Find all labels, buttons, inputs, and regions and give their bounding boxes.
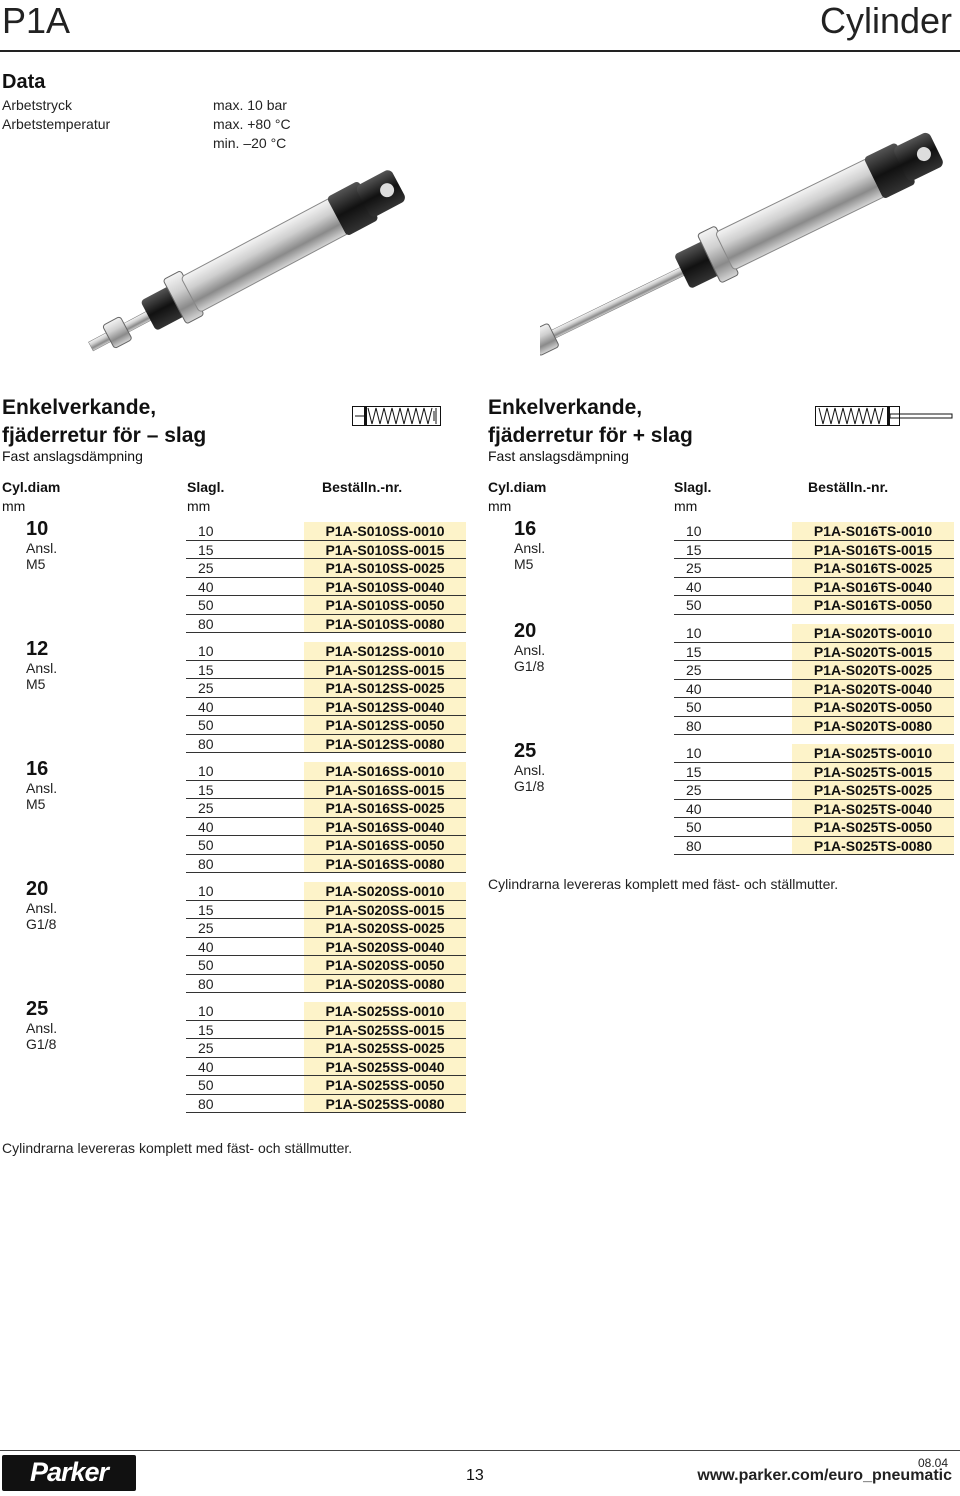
stroke-order-list [674, 744, 954, 855]
order-number: P1A-S010SS-0015 [304, 541, 466, 560]
order-number: P1A-S010SS-0025 [304, 559, 466, 578]
stroke-order-list [674, 624, 954, 735]
table-row [186, 1076, 466, 1095]
order-number: P1A-S020SS-0010 [304, 882, 466, 901]
cylinder-diameter: 25 [514, 740, 537, 762]
stroke-length: 50 [186, 596, 304, 615]
table-row [674, 522, 954, 541]
spring-return-plus-symbol [815, 400, 955, 432]
order-number: P1A-S025SS-0010 [304, 1002, 466, 1021]
order-number: P1A-S025SS-0015 [304, 1021, 466, 1040]
order-number: P1A-S025TS-0050 [792, 818, 954, 837]
table-row [674, 541, 954, 560]
stroke-length: 50 [186, 836, 304, 855]
order-number: P1A-S020SS-0015 [304, 901, 466, 920]
table-row [186, 735, 466, 754]
spec-value-temp-min: min. –20 °C [213, 135, 287, 151]
table-row [186, 901, 466, 920]
stroke-length: 15 [186, 541, 304, 560]
right-col-stroke-unit: mm [674, 498, 698, 514]
cylinder-diameter: 10 [26, 518, 49, 540]
order-number: P1A-S020TS-0080 [792, 717, 954, 736]
stroke-length: 80 [674, 837, 792, 856]
table-row [186, 855, 466, 874]
order-number: P1A-S025TS-0080 [792, 837, 954, 856]
stroke-length: 10 [186, 1002, 304, 1021]
stroke-length: 40 [674, 578, 792, 597]
parker-logo [2, 1455, 136, 1491]
stroke-length: 15 [186, 661, 304, 680]
spec-label-temperature: Arbetstemperatur [2, 116, 111, 132]
stroke-length: 50 [186, 956, 304, 975]
stroke-length: 25 [674, 559, 792, 578]
port-connection: Ansl. M5 [26, 540, 58, 572]
order-number: P1A-S016TS-0025 [792, 559, 954, 578]
table-row [674, 578, 954, 597]
order-number: P1A-S010SS-0080 [304, 615, 466, 634]
order-number: P1A-S012SS-0015 [304, 661, 466, 680]
header-rule [0, 50, 960, 52]
stroke-length: 25 [674, 781, 792, 800]
order-number: P1A-S020SS-0040 [304, 938, 466, 957]
order-number: P1A-S016SS-0050 [304, 836, 466, 855]
table-row [186, 596, 466, 615]
port-connection: Ansl. G1/8 [514, 642, 546, 674]
table-row [674, 717, 954, 736]
stroke-length: 40 [186, 578, 304, 597]
stroke-length: 40 [674, 800, 792, 819]
table-row [674, 837, 954, 856]
left-col-order: Beställn.-nr. [322, 479, 403, 495]
order-number: P1A-S025SS-0040 [304, 1058, 466, 1077]
table-row [186, 919, 466, 938]
order-number: P1A-S025SS-0080 [304, 1095, 466, 1114]
stroke-length: 40 [186, 938, 304, 957]
footer-url[interactable]: www.parker.com/euro_pneumatic [697, 1467, 952, 1484]
stroke-length: 40 [186, 698, 304, 717]
table-row [674, 624, 954, 643]
stroke-length: 10 [186, 522, 304, 541]
order-number: P1A-S020TS-0015 [792, 643, 954, 662]
stroke-order-list [186, 762, 466, 873]
order-number: P1A-S025TS-0015 [792, 763, 954, 782]
product-code: P1A [2, 0, 71, 41]
stroke-length: 40 [186, 818, 304, 837]
left-note: Cylindrarna levereras komplett med fäst- och ställmutter. [2, 1140, 353, 1156]
left-section-subtitle: Fast anslagsdämpning [2, 448, 143, 464]
table-row [674, 744, 954, 763]
order-number: P1A-S016SS-0015 [304, 781, 466, 800]
table-row [186, 882, 466, 901]
table-row [186, 1058, 466, 1077]
stroke-length: 50 [186, 1076, 304, 1095]
table-row [674, 596, 954, 615]
stroke-length: 15 [186, 901, 304, 920]
table-row [186, 836, 466, 855]
table-row [186, 698, 466, 717]
cylinder-diameter: 25 [26, 998, 49, 1020]
table-row [186, 938, 466, 957]
order-number: P1A-S020SS-0050 [304, 956, 466, 975]
table-row [186, 541, 466, 560]
cylinder-diameter: 20 [514, 620, 537, 642]
stroke-length: 80 [186, 975, 304, 994]
stroke-length: 80 [186, 1095, 304, 1114]
order-number: P1A-S020TS-0040 [792, 680, 954, 699]
stroke-length: 15 [186, 1021, 304, 1040]
table-row [186, 522, 466, 541]
stroke-length: 10 [674, 624, 792, 643]
stroke-order-list [674, 522, 954, 615]
right-note: Cylindrarna levereras komplett med fäst- och ställmutter. [488, 876, 839, 892]
order-number: P1A-S016SS-0010 [304, 762, 466, 781]
table-row [186, 956, 466, 975]
cylinder-diameter: 16 [26, 758, 49, 780]
table-row [674, 763, 954, 782]
table-row [186, 818, 466, 837]
data-heading: Data [2, 71, 46, 93]
right-col-diam: Cyl.diam [488, 479, 547, 495]
order-number: P1A-S012SS-0025 [304, 679, 466, 698]
page-category: Cylinder [819, 0, 952, 41]
order-number: P1A-S012SS-0050 [304, 716, 466, 735]
spring-return-minus-symbol [352, 400, 442, 432]
right-col-stroke: Slagl. [674, 479, 712, 495]
order-number: P1A-S010SS-0010 [304, 522, 466, 541]
order-number: P1A-S012SS-0010 [304, 642, 466, 661]
table-row [674, 818, 954, 837]
right-col-diam-unit: mm [488, 498, 512, 514]
left-col-stroke-unit: mm [187, 498, 211, 514]
right-section-title-line2: fjäderretur för + slag [488, 424, 693, 447]
stroke-length: 25 [186, 919, 304, 938]
stroke-length: 15 [674, 541, 792, 560]
order-number: P1A-S020TS-0010 [792, 624, 954, 643]
stroke-length: 40 [674, 680, 792, 699]
port-connection: Ansl. G1/8 [514, 762, 546, 794]
cylinder-diameter: 12 [26, 638, 49, 660]
right-col-order: Beställn.-nr. [808, 479, 889, 495]
order-number: P1A-S016TS-0015 [792, 541, 954, 560]
stroke-order-list [186, 522, 466, 633]
order-number: P1A-S020SS-0025 [304, 919, 466, 938]
left-col-diam-unit: mm [2, 498, 26, 514]
order-number: P1A-S016TS-0050 [792, 596, 954, 615]
order-number: P1A-S025TS-0025 [792, 781, 954, 800]
table-row [186, 679, 466, 698]
stroke-length: 80 [186, 615, 304, 634]
stroke-length: 25 [674, 661, 792, 680]
order-number: P1A-S025SS-0025 [304, 1039, 466, 1058]
left-section-title-line2: fjäderretur för – slag [2, 424, 207, 447]
version-code: 08.04 [918, 1456, 949, 1470]
port-connection: Ansl. M5 [26, 660, 58, 692]
stroke-length: 10 [674, 522, 792, 541]
stroke-length: 80 [186, 735, 304, 754]
stroke-length: 10 [186, 642, 304, 661]
cylinder-diameter: 20 [26, 878, 49, 900]
order-number: P1A-S010SS-0040 [304, 578, 466, 597]
page-number: 13 [466, 1467, 484, 1484]
order-number: P1A-S016TS-0040 [792, 578, 954, 597]
order-number: P1A-S020TS-0025 [792, 661, 954, 680]
order-number: P1A-S016SS-0025 [304, 799, 466, 818]
table-row [674, 643, 954, 662]
order-number: P1A-S016SS-0040 [304, 818, 466, 837]
stroke-length: 80 [674, 717, 792, 736]
stroke-length: 50 [674, 698, 792, 717]
left-col-stroke: Slagl. [187, 479, 225, 495]
table-row [186, 1095, 466, 1114]
order-number: P1A-S016TS-0010 [792, 522, 954, 541]
parker-logo-text: Parker [29, 1457, 109, 1487]
order-number: P1A-S025SS-0050 [304, 1076, 466, 1095]
order-number: P1A-S016SS-0080 [304, 855, 466, 874]
stroke-length: 10 [186, 882, 304, 901]
order-number: P1A-S020TS-0050 [792, 698, 954, 717]
order-number: P1A-S025TS-0010 [792, 744, 954, 763]
stroke-length: 80 [186, 855, 304, 874]
stroke-length: 50 [674, 818, 792, 837]
table-row [674, 698, 954, 717]
table-row [186, 1039, 466, 1058]
footer-rule [0, 1450, 960, 1451]
table-row [186, 578, 466, 597]
table-row [186, 762, 466, 781]
table-row [186, 781, 466, 800]
table-row [186, 615, 466, 634]
stroke-length: 25 [186, 559, 304, 578]
spec-value-pressure: max. 10 bar [213, 97, 287, 113]
stroke-length: 25 [186, 799, 304, 818]
spec-label-pressure: Arbetstryck [2, 97, 73, 113]
port-connection: Ansl. M5 [26, 780, 58, 812]
order-number: P1A-S025TS-0040 [792, 800, 954, 819]
stroke-length: 15 [674, 643, 792, 662]
stroke-length: 50 [186, 716, 304, 735]
stroke-length: 25 [186, 679, 304, 698]
order-number: P1A-S012SS-0040 [304, 698, 466, 717]
stroke-order-list [186, 642, 466, 753]
table-row [186, 642, 466, 661]
order-number: P1A-S012SS-0080 [304, 735, 466, 754]
table-row [186, 975, 466, 994]
table-row [186, 799, 466, 818]
stroke-length: 10 [674, 744, 792, 763]
table-row [186, 1021, 466, 1040]
stroke-length: 40 [186, 1058, 304, 1077]
port-connection: Ansl. G1/8 [26, 1020, 58, 1052]
stroke-length: 15 [186, 781, 304, 800]
table-row [186, 661, 466, 680]
table-row [674, 781, 954, 800]
table-row [674, 680, 954, 699]
table-row [674, 661, 954, 680]
port-connection: Ansl. M5 [514, 540, 546, 572]
table-row [186, 1002, 466, 1021]
right-section-title-line1: Enkelverkande, [488, 396, 643, 419]
order-number: P1A-S010SS-0050 [304, 596, 466, 615]
spec-value-temp-max: max. +80 °C [213, 116, 291, 132]
order-number: P1A-S020SS-0080 [304, 975, 466, 994]
port-connection: Ansl. G1/8 [26, 900, 58, 932]
stroke-length: 15 [674, 763, 792, 782]
left-section-title-line1: Enkelverkande, [2, 396, 157, 419]
cylinder-diameter: 16 [514, 518, 537, 540]
table-row [674, 559, 954, 578]
stroke-order-list [186, 882, 466, 993]
stroke-length: 50 [674, 596, 792, 615]
stroke-order-list [186, 1002, 466, 1113]
left-col-diam: Cyl.diam [2, 479, 61, 495]
right-section-subtitle: Fast anslagsdämpning [488, 448, 629, 464]
table-row [186, 559, 466, 578]
cylinder-photo-right [540, 110, 960, 370]
stroke-length: 25 [186, 1039, 304, 1058]
table-row [674, 800, 954, 819]
cylinder-photo-left [60, 140, 460, 380]
table-row [186, 716, 466, 735]
stroke-length: 10 [186, 762, 304, 781]
